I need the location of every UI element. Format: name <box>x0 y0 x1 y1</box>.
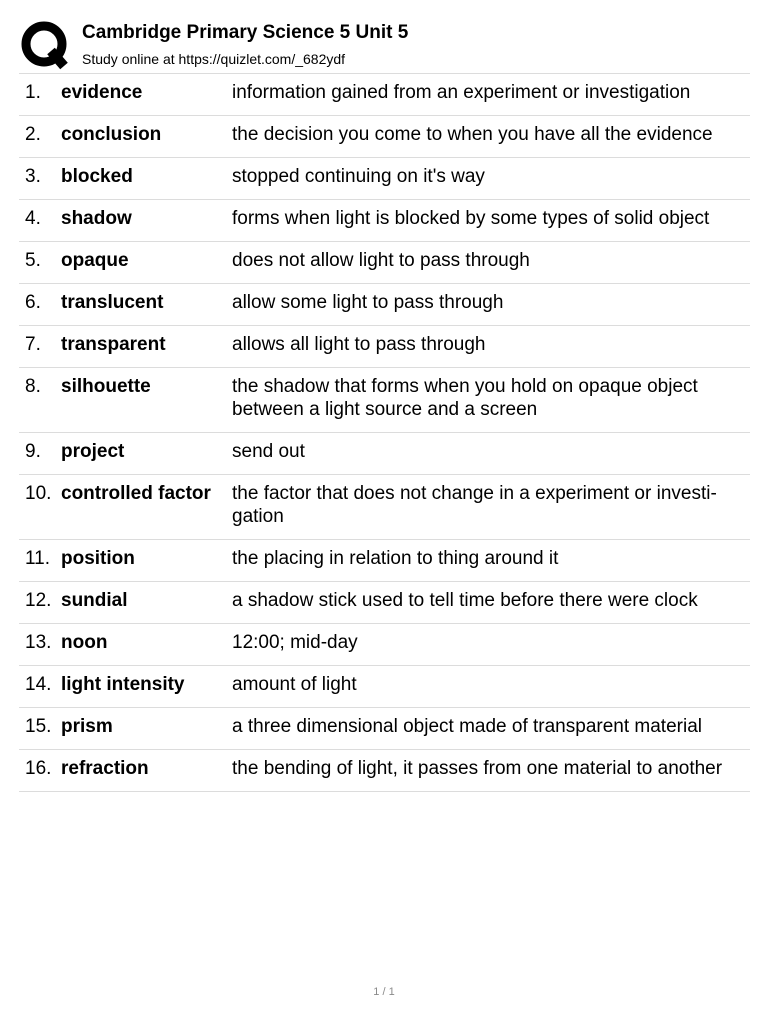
table-row <box>19 666 750 708</box>
term-number: 11. <box>25 548 51 569</box>
term-number: 15. <box>25 716 52 737</box>
term-word: position <box>61 548 135 569</box>
term-number: 5. <box>25 250 41 271</box>
term-number: 3. <box>25 166 41 187</box>
table-row <box>19 116 750 158</box>
term-definition: the factor that does not change in a experiment or investi-gation <box>232 483 717 527</box>
term-definition: allows all light to pass through <box>232 334 486 355</box>
term-word: prism <box>61 716 113 737</box>
term-number: 4. <box>25 208 41 229</box>
term-definition: send out <box>232 441 305 462</box>
term-definition: a shadow stick used to tell time before there were clock <box>232 590 698 611</box>
term-word: shadow <box>61 208 132 229</box>
term-number: 9. <box>25 441 41 462</box>
term-definition: stopped continuing on it's way <box>232 166 485 187</box>
quizlet-logo-icon <box>20 20 70 70</box>
header <box>20 20 750 74</box>
table-row <box>19 433 750 475</box>
term-definition: 12:00; mid-day <box>232 632 358 653</box>
term-definition: the decision you come to when you have all the evidence <box>232 124 713 145</box>
term-number: 7. <box>25 334 41 355</box>
subtitle-prefix: Study online at <box>82 51 179 67</box>
term-number: 13. <box>25 632 52 653</box>
table-row <box>19 284 750 326</box>
page-title: Cambridge Primary Science 5 Unit 5 <box>82 22 409 43</box>
term-word: project <box>61 441 125 462</box>
term-word: light intensity <box>61 674 185 695</box>
term-word: silhouette <box>61 376 151 397</box>
quizlet-link[interactable]: https://quizlet.com/_682ydf <box>178 51 346 67</box>
table-row <box>19 368 750 433</box>
term-word: translucent <box>61 292 164 313</box>
term-definition: information gained from an experiment or investigation <box>232 82 691 103</box>
table-row <box>19 582 750 624</box>
term-number: 8. <box>25 376 41 397</box>
page-number: 1 / 1 <box>373 986 395 998</box>
table-row <box>19 326 750 368</box>
table-row <box>19 540 750 582</box>
term-word: sundial <box>61 590 128 611</box>
table-row <box>19 242 750 284</box>
term-number: 1. <box>25 82 41 103</box>
table-row <box>19 624 750 666</box>
term-word: conclusion <box>61 124 162 145</box>
table-row <box>19 74 750 116</box>
table-row <box>19 750 750 792</box>
term-word: blocked <box>61 166 133 187</box>
term-number: 16. <box>25 758 52 779</box>
term-word: controlled factor <box>61 483 211 504</box>
study-online-line <box>82 51 345 67</box>
table-row <box>19 200 750 242</box>
term-word: opaque <box>61 250 129 271</box>
term-definition: allow some light to pass through <box>232 292 504 313</box>
terms-table <box>19 73 750 792</box>
term-definition: does not allow light to pass through <box>232 250 530 271</box>
table-row <box>19 158 750 200</box>
term-definition: the bending of light, it passes from one material to another <box>232 758 723 779</box>
table-row <box>19 475 750 540</box>
term-word: evidence <box>61 82 143 103</box>
term-number: 6. <box>25 292 41 313</box>
term-word: transparent <box>61 334 166 355</box>
term-word: refraction <box>61 758 149 779</box>
term-definition: forms when light is blocked by some types of solid object <box>232 208 710 229</box>
term-definition: the placing in relation to thing around it <box>232 548 559 569</box>
term-number: 2. <box>25 124 41 145</box>
term-number: 12. <box>25 590 52 611</box>
table-row <box>19 708 750 750</box>
term-word: noon <box>61 632 108 653</box>
term-number: 10. <box>25 483 52 504</box>
term-definition: amount of light <box>232 674 357 695</box>
term-definition: the shadow that forms when you hold on opaque object between a light source and a screen <box>232 376 698 420</box>
term-number: 14. <box>25 674 52 695</box>
term-definition: a three dimensional object made of transparent material <box>232 716 702 737</box>
